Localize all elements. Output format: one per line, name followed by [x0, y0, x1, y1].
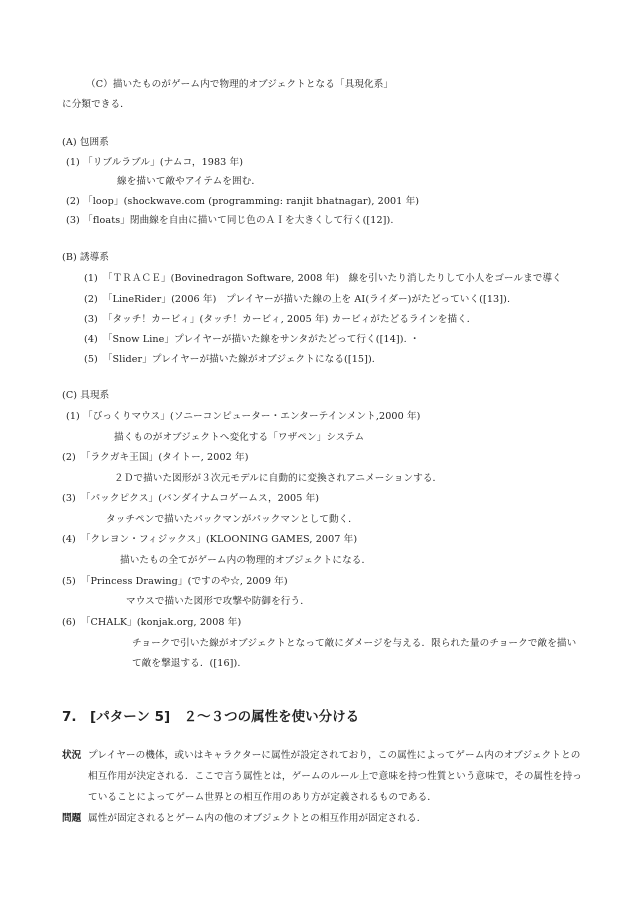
group-c-item-4: (4) 「クレヨン・フィジックス」(KLOONING GAMES, 2007 年) — [62, 534, 358, 545]
group-c-item-5: (5) 「Princess Drawing」(ですのや☆, 2009 年) — [62, 576, 288, 587]
group-c-item-1: (1) 「びっくりマウス」(ソニーコンピューター・エンターテインメント,2000 年) — [66, 411, 421, 422]
group-b-item-3: (3) 「タッチ！カービィ」(タッチ！カービィ, 2005 年) カービィがたどるラインを描く． — [84, 314, 477, 325]
group-b-heading: (B) 誘導系 — [62, 252, 110, 263]
group-b-item-1: (1) 「ＴＲＡＣＥ」(Bovinedragon Software, 2008 年) 線を引いたり消したりして小人をゴールまで導く — [84, 273, 562, 284]
group-c-item-1-desc: 描くものがオブジェクトへ変化する「ワザペン」システム — [114, 432, 365, 443]
intro-line-1: （C）描いたものがゲーム内で物理的オブジェクトとなる「具現化系」 — [86, 79, 394, 90]
group-a-item-1: (1) 「リブルラブル」(ナムコ，1983 年) — [66, 157, 244, 168]
group-b-item-4: (4) 「Snow Line」プレイヤーが描いた線をサンタがたどって行く([14]). ・ — [84, 334, 420, 345]
section-7-heading: 7. [パターン 5] ２～３つの属性を使い分ける — [62, 709, 360, 725]
group-b-item-5: (5) 「Slider」プレイヤーが描いた線がオブジェクトになる([15]). — [84, 354, 375, 365]
group-c-item-6: (6) 「CHALK」(konjak.org, 2008 年) — [62, 617, 242, 628]
status-line-3: ていることによってゲーム世界との相互作用のあり方が定義されるものである． — [88, 792, 437, 803]
problem-label: 問題 — [62, 813, 82, 824]
group-a-item-2: (2) 「loop」(shockwave.com (programming: ranjit bhatnagar), 2001 年) — [66, 196, 420, 207]
group-c-item-5-desc: マウスで描いた図形で攻撃や防御を行う． — [126, 596, 310, 607]
group-a-item-3: (3) 「floats」閉曲線を自由に描いて同じ色のＡＩを大きくして行く([12]). — [66, 215, 394, 226]
status-line-2: 相互作用が決定される．ここで言う属性とは，ゲームのルール上で意味を持つ性質という意味で，その属性を持っ — [88, 771, 582, 782]
intro-line-2: に分類できる． — [62, 99, 130, 110]
status-label: 状況 — [62, 750, 82, 761]
group-c-item-2: (2) 「ラクガキ王国」(タイトー, 2002 年) — [62, 452, 249, 463]
group-a-heading: (A) 包囲系 — [62, 137, 109, 148]
group-c-item-6-desc-1: チョークで引いた線がオブジェクトとなって敵にダメージを与える．限られた量のチョークで敵を描い — [132, 638, 577, 649]
group-a-item-1-desc: 線を描いて敵やアイテムを囲む． — [117, 176, 262, 187]
group-c-item-2-desc: ２Ｄで描いた図形が３次元モデルに自動的に変換されアニメーションする． — [114, 473, 443, 484]
group-c-item-3: (3) 「パックピクス」(バンダイナムコゲームス，2005 年) — [62, 493, 320, 504]
status-line-1: プレイヤーの機体，或いはキャラクターに属性が設定されており，この属性によってゲーム内のオブジェクトとの — [88, 750, 581, 761]
group-c-item-4-desc: 描いたもの全てがゲーム内の物理的オブジェクトになる． — [120, 555, 372, 566]
group-c-item-3-desc: タッチペンで描いたパックマンがパックマンとして動く． — [106, 514, 358, 525]
group-b-item-2: (2) 「LineRider」(2006 年) プレイヤーが描いた線の上を AI(ライダー)がたどっていく([13]). — [84, 294, 511, 305]
group-c-heading: (C) 具現系 — [62, 390, 110, 401]
group-c-item-6-desc-2: て敵を撃退する．([16]). — [132, 658, 241, 669]
problem-line-1: 属性が固定されるとゲーム内の他のオブジェクトとの相互作用が固定される． — [88, 813, 427, 824]
